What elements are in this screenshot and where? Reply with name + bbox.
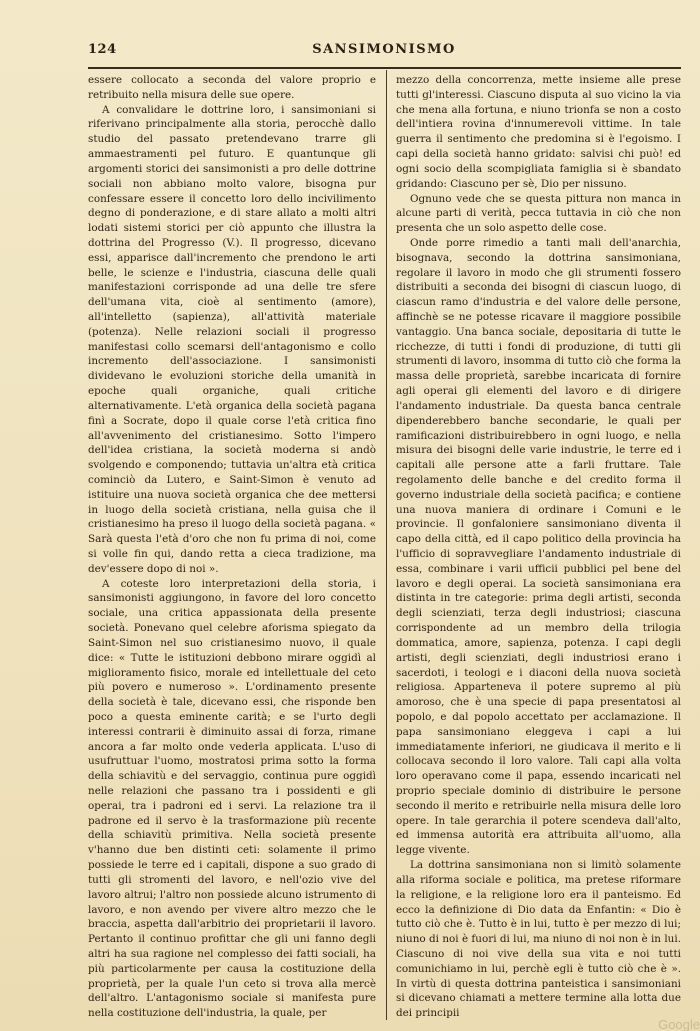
- paragraph: Ognuno vede che se questa pittura non manca in alcune parti di verità, pecca tuttavia in ciò che non presenta che un solo aspetto delle cose.: [396, 192, 681, 235]
- right-column: [396, 73, 681, 1018]
- page-number: 124: [88, 42, 117, 57]
- paragraph: Onde porre rimedio a tanti mali dell'anarchia, bisognava, secondo la dottrina sansimoniana, regolare il lavoro in modo che gli strumenti fossero distribuiti a seconda dei bisogni di ciascun luogo, di ciascun ramo d'industria e del valore delle persone, affinchè se ne potesse ricavare il maggiore possibile vantaggio. Una banca sociale, depositaria di tutte le ricchezze, di tutti i fondi di produzione, di tutti gli strumenti di lavoro, insomma di tutto ciò che forma la massa delle proprietà, sarebbe incaricata di fornire agli operai gli elementi del lavoro e di dirigere l'andamento industriale. Da questa banca centrale dipenderebbero banche secondarie, le quali per ramificazioni distribuirebbero in ogni luogo, e nella misura dei bisogni delle varie industrie, le terre ed i capitali alle persone atte a farli fruttare. Tale regolamento delle banche e del credito forma il governo industriale della società pacifica; e contiene una nuova maniera di ordinare i Comuni e le provincie. Il gonfaloniere sansimoniano diventa il capo della città, ed il capo politico della provincia ha l'ufficio di sopravvegliare l'andamento industriale di essa, combinare i varii ufficii pubblici pel bene del lavoro e degli operai. La società sansimoniana era distinta in tre categorie: prima degli artisti, seconda degli scienziati, terza degli industriosi; ciascuna corrispondente ad un membro della trilogia dommatica, amore, sapienza, potenza. I capi degli artisti, degli scienziati, degli industriosi erano i sacerdoti, i teologi e i diaconi della nuova società religiosa. Apparteneva il potere supremo al più amoroso, che è una specie di papa presentatosi al popolo, e dal popolo accettato per acclamazione. Il papa sansimoniano eleggeva i capi a lui immediatamente inferiori, ne giudicava il merito e li collocava secondo il loro valore. Tali capi alla volta loro operavano come il papa, essendo incaricati nel proprio speciale dominio di distribuire le persone secondo il merito e retribuirle nella misura delle loro opere. In tale gerarchia il potere scendeva dall'alto, ed immensa autorità era attribuita all'uomo, alla legge vivente.: [396, 236, 681, 857]
- paragraph: A convalidare le dottrine loro, i sansimoniani si riferivano principalmente alla storia, perocchè dallo studio del passato pretendevano trarre gli ammaestramenti pel futuro. E quantunque gli argomenti storici dei sansimonisti a pro delle dottrine sociali non abbiano molto valore, bisogna pur confessare essere il concetto loro dello incivilimento degno di ponderazione, e di stare allato a molti altri lodati sistemi storici per ciò appunto che illustra la dottrina del Progresso (V.). Il progresso, dicevano essi, apparisce dall'incremento che prendono le arti belle, le scienze e l'industria, ciascuna delle quali manifestazioni corrisponde ad una delle tre sfere dell'umana vita, cioè al sentimento (amore), all'intelletto (sapienza), all'attività materiale (potenza). Nelle relazioni sociali il progresso manifestasi collo scemarsi dell'antagonismo e collo incremento dell'associazione. I sansimonisti dividevano le evoluzioni storiche della umanità in epoche quali organiche, quali critiche alternativamente. L'età organica della società pagana finì a Socrate, dopo il quale corse l'età critica fino all'avvenimento del cristianesimo. Sotto l'impero dell'idea cristiana, la società moderna si andò svolgendo e componendo; tuttavia un'altra età critica cominciò da Lutero, e Saint-Simon è venuto ad istituire una nuova società organica che dee mettersi in luogo della società cristiana, nella guisa che il cristianesimo ha preso il luogo della società pagana. « Sarà questa l'età d'oro che non fu prima di noi, come si volle fin qui, dando retta a cieca tradizione, ma dev'essere dopo di noi ».: [88, 103, 376, 575]
- watermark: Google: [658, 1017, 700, 1031]
- page-header: [88, 42, 680, 62]
- header-rule: [88, 67, 681, 69]
- paragraph: A coteste loro interpretazioni della storia, i sansimonisti aggiungono, in favore del loro concetto sociale, una critica appassionata della presente società. Ponevano quel celebre aforisma spiegato da Saint-Simon nel suo cristianesimo nuovo, il quale dice: « Tutte le istituzioni debbono mirare oggidì al miglioramento fisico, morale ed intellettuale del ceto più povero e numeroso ». L'ordinamento presente della società è tale, dicevano essi, che risponde ben poco a questa eminente carità; e se l'urto degli interessi contrarii è diminuito assai di forza, rimane ancora a far molto onde vederla applicata. L'uso di usufruttuar l'uomo, mostratosi prima sotto la forma della schiavitù e del servaggio, continua pure oggidì nelle relazioni che passano tra i possidenti e gli operai, tra i padroni ed i servi. La relazione tra il padrone ed il servo è la trasformazione più recente della schiavitù primitiva. Nella società presente v'hanno due ben distinti ceti: solamente il primo possiede le terre ed i capitali, dispone a suo grado di tutti gli stromenti del lavoro, e nell'ozio vive del lavoro altrui; l'altro non possiede alcuno istrumento di lavoro, e non avendo per vivere altro mezzo che le braccia, aspetta dall'arbitrio dei proprietarii il lavoro. Pertanto il continuo profittar che gli uni fanno degli altri ha sua ragione nel complesso dei fatti sociali, ha più particolarmente per causa la costituzione della proprietà, per la quale l'un ceto si trova alla mercè dell'altro. L'antagonismo sociale si manifesta pure nella costituzione dell'industria, la quale, per: [88, 577, 376, 1018]
- paragraph: essere collocato a seconda del valore proprio e retribuito nella misura delle sue opere.: [88, 74, 376, 101]
- running-head: SANSIMONISMO: [312, 42, 456, 57]
- paragraph: La dottrina sansimoniana non si limitò solamente alla riforma sociale e politica, ma pretese riformare la religione, e la religione loro era il panteismo. Ed ecco la definizione di Dio data da Enfantin: « Dio è tutto ciò che è. Tutto è in lui, tutto è per mezzo di lui; niuno di noi è fuori di lui, ma niuno di noi non è in lui. Ciascuno di noi vive della sua vita e noi tutti comunichiamo in lui, perchè egli è tutto ciò che è ». In virtù di questa dottrina panteistica i sansimoniani si dicevano chiamati a mettere termine alla lotta due dei principii: [396, 859, 681, 1018]
- paragraph: mezzo della concorrenza, mette insieme alle prese tutti gl'interessi. Ciascuno disputa al suo vicino la via che mena alla fortuna, e niuno trionfa se non a costo dell'intiera rovina d'innumerevoli vittime. In tale guerra il sentimento che predomina si è l'egoismo. I capi della società hanno gridato: salvisi chi può! ed ogni socio della scompigliata famiglia si è sbandato gridando: Ciascuno per sè, Dio per nissuno.: [396, 74, 681, 190]
- left-column: [88, 73, 376, 1018]
- column-divider: [386, 70, 387, 1020]
